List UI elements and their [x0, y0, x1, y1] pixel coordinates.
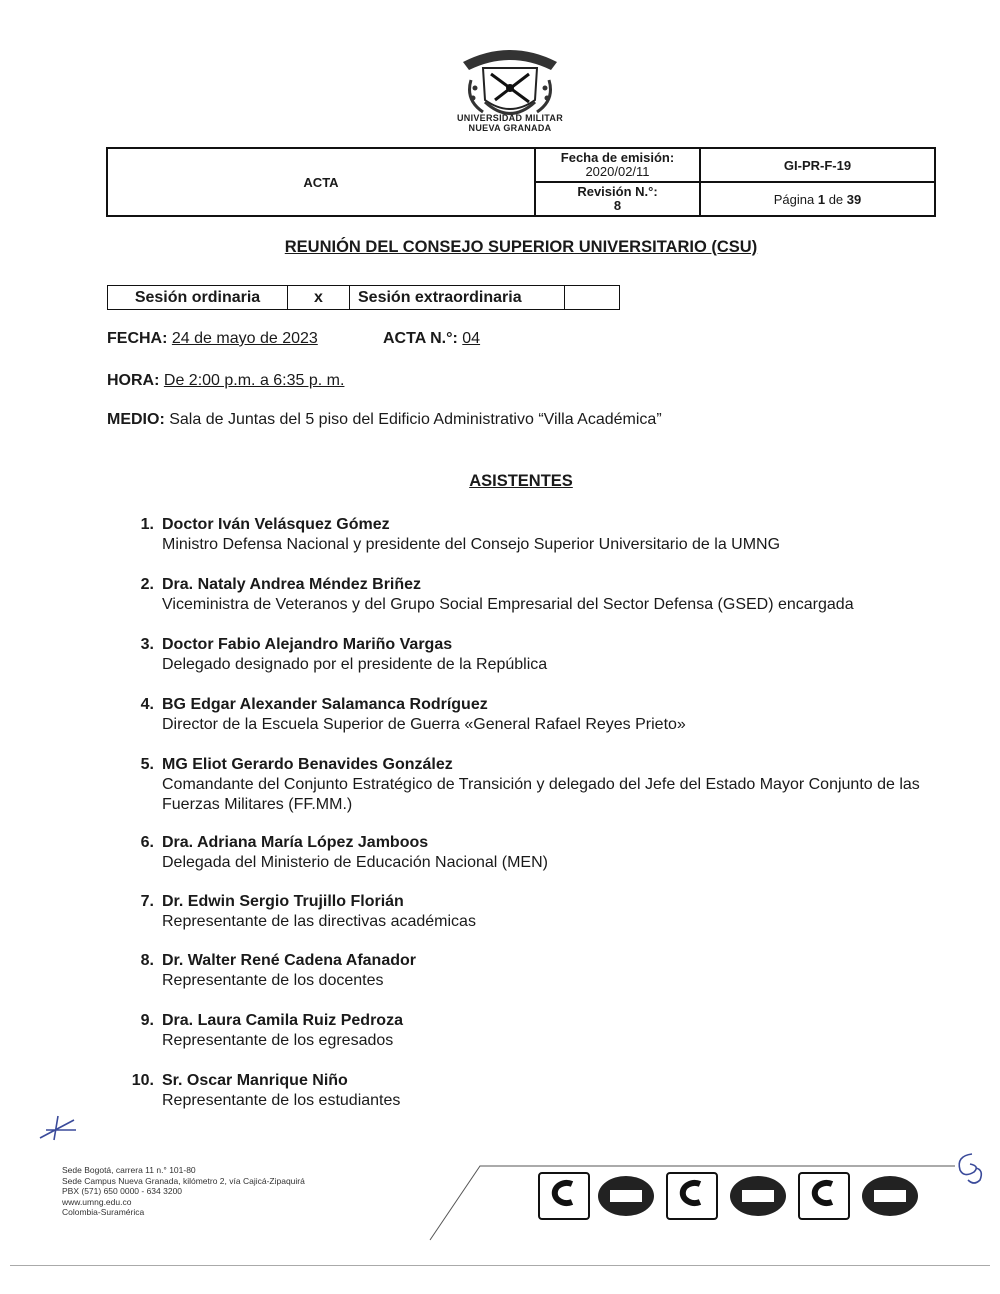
fecha-label: FECHA: — [107, 330, 168, 347]
attendee-number: 6. — [140, 834, 154, 851]
page-prefix: Página — [773, 191, 815, 207]
icontec-iso-14001-icon — [666, 1172, 718, 1220]
page-of: de — [828, 191, 844, 207]
extraordinary-session-mark — [565, 286, 620, 310]
doc-type-cell: ACTA — [107, 148, 535, 216]
attendee-item — [120, 635, 940, 675]
attendee-role: Ministro Defensa Nacional y presidente del Consejo Superior Universitario de la UMNG — [162, 536, 781, 553]
attendee-name: Dra. Laura Camila Ruiz Pedroza — [162, 1012, 403, 1029]
attendee-item — [120, 515, 940, 555]
attendee-item — [120, 695, 940, 735]
footer-address-line: PBX (571) 650 0000 - 634 3200 — [62, 1186, 183, 1196]
attendee-number: 7. — [140, 893, 154, 910]
attendees-title: ASISTENTES — [469, 472, 573, 490]
page-cell — [700, 182, 935, 216]
attendee-number: 8. — [140, 952, 154, 969]
attendee-number: 10. — [131, 1072, 154, 1089]
attendee-item — [120, 755, 940, 815]
emission-date: 2020/02/11 — [585, 164, 650, 179]
medio-field — [107, 411, 662, 429]
attendee-item — [120, 833, 940, 873]
attendee-name: Dra. Adriana María López Jamboos — [162, 834, 429, 851]
attendee-role: Director de la Escuela Superior de Guerra «General Rafael Reyes Prieto» — [162, 716, 686, 733]
footer-address-line: Sede Campus Nueva Granada, kilómetro 2, vía Cajicá-Zipaquirá — [62, 1175, 305, 1186]
revision-label: Revisión N.°: — [577, 184, 658, 199]
document-header-table — [106, 147, 936, 217]
page-number: 1 — [817, 191, 826, 207]
footer-website: www.umng.edu.co — [62, 1196, 132, 1207]
emission-cell — [535, 148, 700, 182]
attendee-number: 2. — [140, 576, 154, 593]
doc-code-cell: GI-PR-F-19 — [700, 148, 935, 182]
attendee-number: 5. — [140, 756, 154, 773]
handwritten-signature-icon — [950, 1148, 990, 1188]
attendee-role: Viceministra de Veteranos y del Grupo Social Empresarial del Sector Defensa (GSED) encargada — [162, 596, 854, 613]
attendee-item — [120, 951, 940, 991]
iqnet-icon — [596, 1172, 656, 1220]
page-title: REUNIÓN DEL CONSEJO SUPERIOR UNIVERSITARIO (CSU) — [284, 238, 758, 256]
attendee-role: Delegado designado por el presidente de la República — [162, 656, 548, 673]
attendee-number: 9. — [140, 1012, 154, 1029]
attendee-number: 3. — [140, 636, 154, 653]
university-name — [430, 113, 590, 133]
attendee-name: Dr. Edwin Sergio Trujillo Florián — [162, 893, 404, 910]
bottom-divider — [10, 1265, 990, 1266]
attendee-name: Dr. Walter René Cadena Afanador — [162, 952, 416, 969]
attendee-number: 1. — [140, 516, 154, 533]
attendee-item — [120, 575, 940, 615]
extraordinary-session-label: Sesión extraordinaria — [350, 286, 565, 310]
fecha-value: 24 de mayo de 2023 — [171, 330, 318, 347]
university-name-line1: UNIVERSIDAD MILITAR — [456, 113, 564, 123]
hora-value: De 2:00 p.m. a 6:35 p. m. — [163, 372, 345, 389]
footer-address-line: Colombia-Suramérica — [62, 1207, 145, 1217]
attendee-item — [120, 1011, 940, 1051]
attendee-name: Dra. Nataly Andrea Méndez Briñez — [162, 576, 422, 593]
acta-number-value: 04 — [462, 330, 481, 347]
session-type-table — [107, 285, 620, 310]
revision-value: 8 — [613, 198, 622, 213]
acta-number-field — [383, 330, 480, 348]
page-total: 39 — [846, 191, 862, 207]
attendee-number: 4. — [140, 696, 154, 713]
ordinary-session-label: Sesión ordinaria — [108, 286, 288, 310]
attendee-name: Doctor Fabio Alejandro Mariño Vargas — [162, 636, 453, 653]
hora-field — [107, 372, 344, 390]
fecha-field — [107, 330, 318, 348]
ordinary-session-mark: x — [288, 286, 350, 310]
attendee-role: Comandante del Conjunto Estratégico de Transición y delegado del Jefe del Estado Mayor Conjunto de las Fuerzas Militares (FF.MM.) — [162, 776, 920, 813]
medio-value: Sala de Juntas del 5 piso del Edificio Administrativo “Villa Académica” — [169, 411, 662, 428]
attendee-name: Doctor Iván Velásquez Gómez — [162, 516, 390, 533]
university-name-line2: NUEVA GRANADA — [468, 123, 552, 133]
attendee-role: Representante de los estudiantes — [162, 1092, 401, 1109]
iqnet-icon — [728, 1172, 788, 1220]
icontec-iso-9001-icon — [538, 1172, 590, 1220]
icontec-ohsas-18001-icon — [798, 1172, 850, 1220]
handwritten-initial-icon — [36, 1112, 81, 1144]
attendee-role: Delegada del Ministerio de Educación Nacional (MEN) — [162, 854, 548, 871]
iqnet-icon — [860, 1172, 920, 1220]
medio-label: MEDIO: — [107, 411, 165, 428]
attendee-name: Sr. Oscar Manrique Niño — [162, 1072, 348, 1089]
attendee-role: Representante de las directivas académicas — [162, 913, 476, 930]
attendee-item — [120, 892, 940, 932]
attendee-name: MG Eliot Gerardo Benavides González — [162, 756, 453, 773]
footer-address-line: Sede Bogotá, carrera 11 n.° 101-80 — [62, 1165, 196, 1175]
attendee-role: Representante de los docentes — [162, 972, 384, 989]
emission-label: Fecha de emisión: — [560, 150, 675, 165]
attendee-role: Representante de los egresados — [162, 1032, 394, 1049]
hora-label: HORA: — [107, 372, 160, 389]
footer-address — [62, 1165, 305, 1218]
attendee-name: BG Edgar Alexander Salamanca Rodríguez — [162, 696, 488, 713]
revision-cell — [535, 182, 700, 216]
acta-number-label: ACTA N.°: — [383, 330, 458, 347]
attendee-item — [120, 1071, 940, 1111]
